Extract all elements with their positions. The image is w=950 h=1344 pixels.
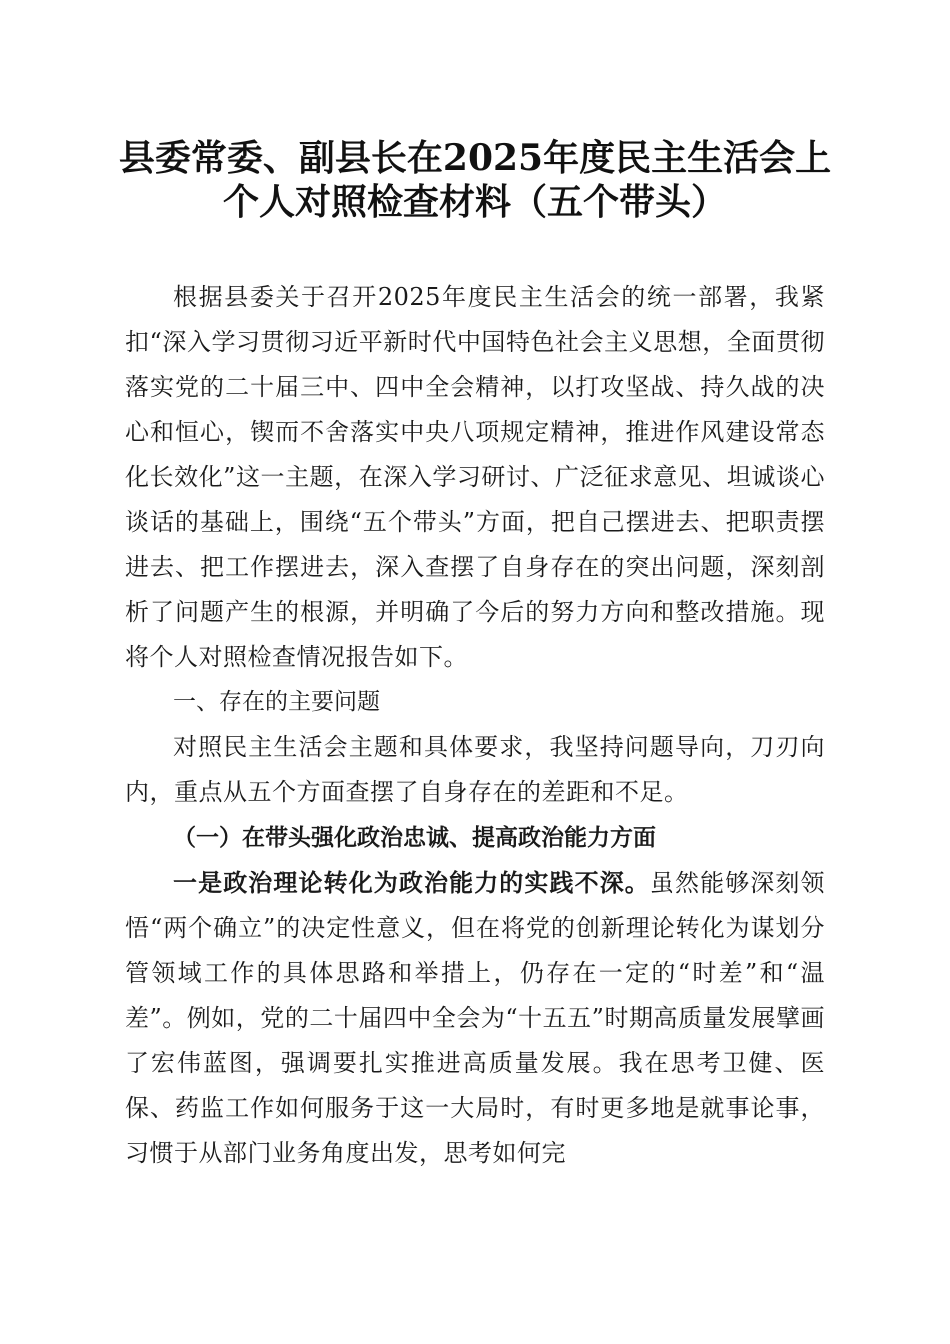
point-lead-1: 一是政治理论转化为政治能力的实践不深。 [173, 868, 650, 897]
document-title-line-1: 县委常委、副县长在2025年度民主生活会上 [118, 137, 832, 179]
intro-paragraph: 根据县委关于召开2025年度民主生活会的统一部署，我紧扣“深入学习贯彻习近平新时代中国特色社会主义思想，全面贯彻落实党的二十届三中、四中全会精神，以打攻坚战、持久战的决心和恒心，锲而不舍落实中央八项规定精神，推进作风建设常态化长效化”这一主题，在深入学习研讨、广泛征求意见、坦诚谈心谈话的基础上，围绕“五个带头”方面，把自己摆进去、把职责摆进去、把工作摆进去，深入查摆了自身存在的突出问题，深刻剖析了问题产生的根源，并明确了今后的努力方向和整改措施。现将个人对照检查情况报告如下。 [125, 283, 825, 671]
point-paragraph-1 [125, 860, 825, 1176]
document-title-line-2: 个人对照检查材料（五个带头） [222, 181, 727, 223]
subsection-heading-political-loyalty: （一）在带头强化政治忠诚、提高政治能力方面 [173, 824, 656, 851]
point-text-1: 虽然能够深刻领悟“两个确立”的决定性意义，但在将党的创新理论转化为谋划分管领域工作的具体思路和举措上，仍存在一定的“时差”和“温差”。例如，党的二十届四中全会为“十五五”时期高质量发展擘画了宏伟蓝图，强调要扎实推进高质量发展。我在思考卫健、医保、药监工作如何服务于这一大局时，有时更多地是就事论事，习惯于从部门业务角度出发，思考如何完 [125, 869, 826, 1167]
section-paragraph-problems: 对照民主生活会主题和具体要求，我坚持问题导向，刀刃向内，重点从五个方面查摆了自身存在的差距和不足。 [125, 733, 825, 806]
section-heading-problems: 一、存在的主要问题 [173, 689, 380, 715]
document-body [125, 275, 825, 1176]
